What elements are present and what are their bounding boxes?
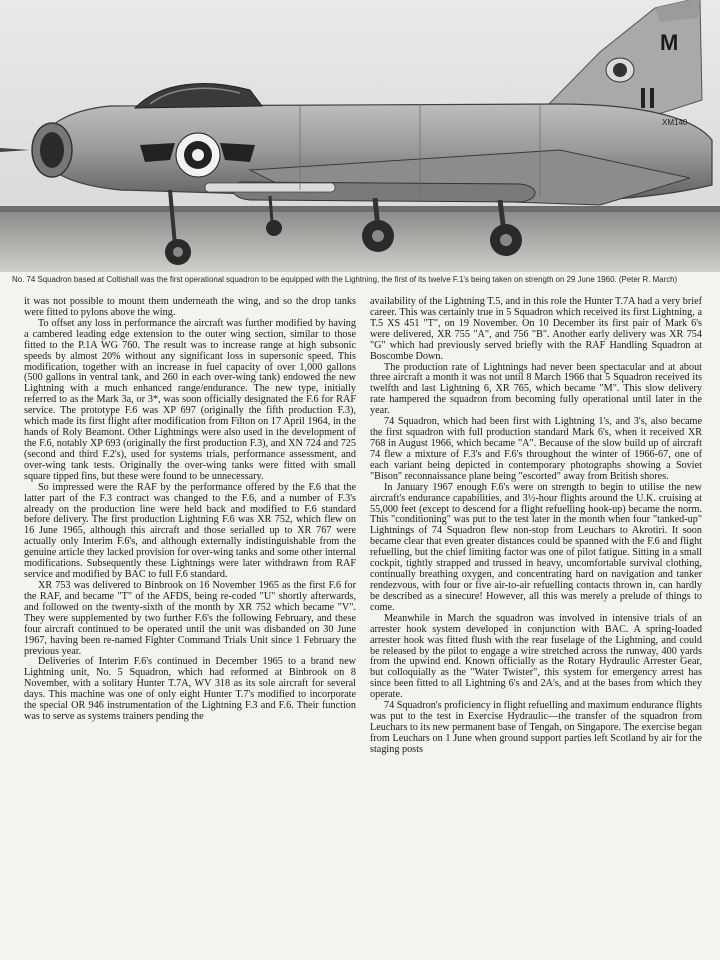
paragraph: So impressed were the RAF by the performance offered by the F.6 that the latter part of the F.3 contract was changed to the F.6, and a number of F.3's already on the production line were held back and modified to F.6 standard before delivery. The first production Lightning F.6 was XR 752, which flew on 16 June 1965, although this aircraft and those serialled up to XR 767 were actually only Interim F.6's, and although externally indistinguishable from the genuine article they lacked provision for over-wing tanks and some other internal modifications. Subsequently these Lightnings were later withdrawn from RAF service and modified by BAC to full F.6 standard. xyxy=(24,481,356,581)
aircraft-serial: XM140 xyxy=(662,118,688,127)
paragraph: To offset any loss in performance the aircraft was further modified by having a cambered leading edge extension to the outer wing section, similar to those fitted to the P.1A WG 760. The result was to increase range at high subsonic speeds by almost 20% without any significant loss in supersonic speed. This modification, together with an increase in fuel capacity of over 1,000 gallons (500 gallons in ventral tank, and 260 in each over-wing tank) endowed the new Lightning with a much enhanced range/endurance. The new type, initially referred to as the Mark 3a, or 3*, was soon officially designated the F.6 for RAF service. The prototype F.6 was XP 697 (originally the fifth production F.3), which made its first flight after modification from Filton on 17 April 1964, in the hands of Roly Beamont. Other Lightnings were also used in the development of the F.6, notably XP 693 (originally the first production F.3), and XN 724 and 725 (second and third F.2's), used for systems trials, performance assessment, and over-wing tank tests. Originally the over-wing tanks were fitted with small square tipped fins, but these were found to be unnecessary. xyxy=(24,317,356,482)
left-column xyxy=(24,297,356,723)
paragraph: availability of the Lightning T.5, and in this role the Hunter T.7A had a very brief career. This was certainly true in 5 Squadron which received its first Lightning, a T.5 XS 451 "T", on 19 November. On 10 December its first pair of Mark 6's were delivered, XR 755 "A", and 756 "B". Another early delivery was XR 754 "G" which had previously served briefly with the RAF Handling Squadron at Boscombe Down. xyxy=(370,296,702,362)
paragraph: XR 753 was delivered to Binbrook on 16 November 1965 as the first F.6 for the RAF, and became "T" of the AFDS, being re-coded "U" shortly afterwards, and followed on the twenty-sixth of the month by XR 752 which became "V". They were supplemented by two further F.6's the following February, and these four aircraft continued to be operated until the unit was disbanded on 30 June 1967, having been re-named Fighter Command Trials Unit since 1 February the previous year. xyxy=(24,579,356,657)
paragraph: it was not possible to mount them underneath the wing, and so the drop tanks were fitted to pylons above the wing. xyxy=(24,296,356,318)
paragraph: Meanwhile in March the squadron was involved in intensive trials of an arrester hook system developed in conjunction with BAC. A spring-loaded arrester hook was fitted flush with the rear fuselage of the Lightning, and could be released by the pilot to engage a wire stretched across the runway, 400 yards from the upwind end. Known officially as the Rotary Hydraulic Arrester Gear, but colloquially as the "Water Twister", this system for emergency arrest has since been fitted to all Lightning 6's and 2A's, and at the bases from which they operate. xyxy=(370,612,702,701)
photo-caption: No. 74 Squadron based at Coltishall was the first operational squadron to be equipped with the Lightning, the first of its twelve F.1's being taken on strength on 29 June 1960. (Peter R. March) xyxy=(12,275,678,284)
right-column xyxy=(370,297,702,756)
paragraph: 74 Squadron's proficiency in flight refuelling and maximum endurance flights was put to the test in Exercise Hydraulic—the transfer of the squadron from Leuchars to its new permanent base of Tengah, on Singapore. The exercise began from Leuchars on 1 June when ground support parties left Scotland by air for the staging posts xyxy=(370,700,702,755)
paragraph: In January 1967 enough F.6's were on strength to begin to utilise the new aircraft's endurance capabilities, and 3½-hour flights around the U.K. cruising at 55,000 feet (except to descend for a flight refuelling hook-up) became the norm. This "conditioning" was put to the test later in the month when four "tanked-up" Lightnings of 74 Squadron flew non-stop from Leuchars to Akrotiri. It soon became clear that even greater distances could be spanned with the F.6 and flight refuelling, but the chief limiting factor was one of pilot fatigue. Sitting in a small cockpit, tightly strapped and trussed in heavy, uncomfortable survival clothing, continually breathing oxygen, and concentrating hard on navigation and tanker rendezvous, with four or five air-to-air refuelling contacts thrown in, can hardly be described as a sinecure! However, all this was merely a prelude of things to come. xyxy=(370,481,702,613)
paragraph: The production rate of Lightnings had never been spectacular and at about three aircraft a month it was not until 8 March 1966 that 5 Squadron received its twelfth and last Lightning 6, XR 765, which became "M". This slow delivery rate hampered the squadron from becoming fully operational until later in the year. xyxy=(370,361,702,417)
tail-letter: M xyxy=(660,30,679,55)
paragraph: Deliveries of Interim F.6's continued in December 1965 to a brand new Lightning unit, No. 5 Squadron, which had reformed at Binbrook on 8 November, with a solitary Hunter T.7A, WV 318 as its sole aircraft for several days. This machine was one of only eight Hunter T.7's modified to incorporate the special OR 946 instrumentation of the Lightning F.3 and F.6. Their function was to serve as systems trainers pending the xyxy=(24,656,356,723)
paragraph: 74 Squadron, which had been first with Lightning 1's, and 3's, also became the first squadron with full production standard Mark 6's, when it received XR 768 in August 1966, which became "A". Because of the slow build up of aircraft 74 flew a mixture of F.3's and F.6's throughout the winter of 1966-67, one of each variant being depicted in contemporary photographs showing a Soviet "Bison" reconnaissance plane being "escorted" away from British shores. xyxy=(370,416,702,482)
aircraft-photo xyxy=(0,0,720,272)
